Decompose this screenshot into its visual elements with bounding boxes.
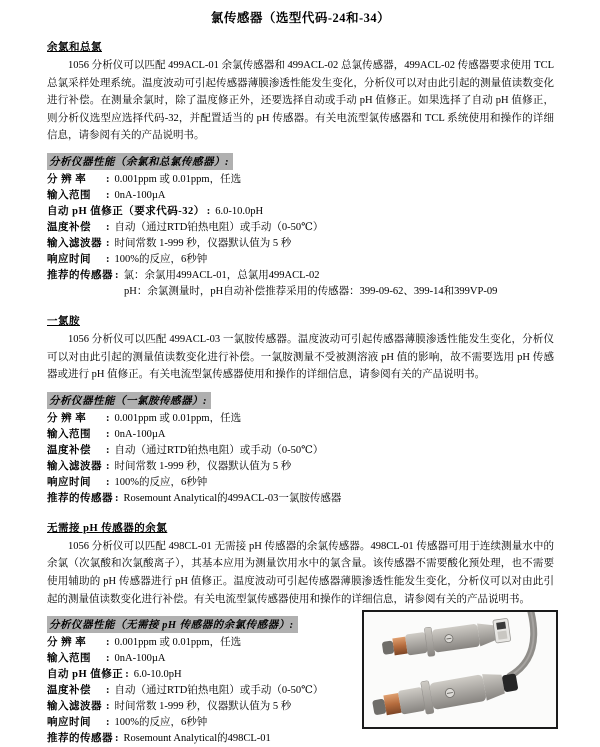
spec-row-response-time: [47, 475, 554, 491]
performance-header: 分析仪器性能（无需接 pH 传感器的余氯传感器）:: [47, 616, 298, 633]
section-paragraph: 1056 分析仪可以匹配 499ACL-03 一氯胺传感器。温度波动可引起传感器薄膜渗透性能发生变化，分析仪可以对由此引起的测量值读数变化进行补偿。一氯胺测量不受被测溶液 pH 值的影响，故不需要选用 pH 传感器或进行 pH 值修正。有关电流型氯传感器使用和操作的详细信息，请参阅有关的产品说明书。: [47, 333, 554, 381]
spec-colon: :: [106, 653, 110, 665]
section-paragraph: 1056 分析仪可以匹配 499ACL-01 余氯传感器和 499ACL-02 总氯传感器，499ACL-02 传感器要求使用 TCL 总氯采样处理系统。温度波动可引起传感器薄膜渗透性能发生变化，分析仪可以对由此引起的测量值读数变化进行补偿。在测量余氯时，除了温度修正外，还要选择自动或手动 pH 值修正。如果选择了自动 pH 值修正，则分析仪选型应选择代码-32，并配置适当的 pH 传感器。有关电流型氯传感器和 TCL 系统使用和操作的详细信息，请参阅有关的产品说明书。: [47, 60, 554, 142]
spec-label: 温度补偿: [47, 685, 91, 697]
spec-label: 温度补偿: [47, 221, 91, 233]
spec-row-recommended-sensors: [47, 268, 554, 284]
spec-label: 自动 pH 值修正（要求代码-32）: [47, 205, 205, 217]
spec-row-input-filter: [47, 236, 554, 252]
spec-colon: :: [106, 637, 110, 649]
spec-list: [47, 411, 554, 507]
spec-colon: :: [115, 733, 119, 745]
spec-value: Rosemount Analytical的498CL-01: [123, 733, 271, 745]
spec-label: 自动 pH 值修正: [47, 669, 124, 681]
spec-row-input-filter: [47, 459, 554, 475]
performance-header: 分析仪器性能（余氯和总氯传感器）:: [47, 153, 233, 170]
chlorine-sensor-illustration: [364, 612, 556, 727]
spec-colon: :: [106, 701, 110, 713]
spec-label: 输入滤波器: [47, 237, 102, 249]
page-title: 氯传感器（选型代码-24和-34）: [210, 11, 391, 25]
spec-value: 100%的反应，6秒钟: [114, 253, 208, 265]
spec-label: 输入范围: [47, 189, 91, 201]
spec-colon: :: [115, 492, 119, 504]
spec-value: 时间常数 1-999 秒，仪器默认值为 5 秒: [114, 701, 292, 713]
spec-colon: :: [106, 253, 110, 265]
section-monochloramine: [47, 313, 554, 507]
spec-colon: :: [106, 189, 110, 201]
spec-value: 氯：余氯用499ACL-01，总氯用499ACL-02: [123, 269, 320, 281]
spec-value: 0nA-100µA: [114, 189, 166, 201]
spec-row-recommended-sensors-ph: [47, 284, 554, 300]
spec-colon: :: [106, 173, 110, 185]
spec-value: 自动（通过RTD铂热电阻）或手动（0-50℃）: [114, 444, 324, 456]
spec-label: 输入滤波器: [47, 460, 102, 472]
spec-colon: :: [106, 444, 110, 456]
spec-row-temp-compensation: [47, 443, 554, 459]
spec-label: 分 辨 率: [47, 637, 87, 649]
spec-value: 0nA-100µA: [114, 428, 166, 440]
spec-value: 100%的反应，6秒钟: [114, 717, 208, 729]
spec-row-response-time: [47, 252, 554, 268]
spec-row-resolution: [47, 411, 554, 427]
spec-colon: :: [125, 669, 129, 681]
spec-value: 时间常数 1-999 秒，仪器默认值为 5 秒: [114, 460, 292, 472]
spec-colon: :: [106, 221, 110, 233]
spec-colon: :: [106, 717, 110, 729]
spec-colon: :: [115, 269, 119, 281]
spec-value: 时间常数 1-999 秒，仪器默认值为 5 秒: [114, 237, 292, 249]
section-heading: 余氯和总氯: [47, 42, 102, 53]
spec-colon: :: [106, 685, 110, 697]
spec-label: 输入范围: [47, 653, 91, 665]
spec-colon: :: [206, 205, 211, 217]
spec-label: 分 辨 率: [47, 173, 87, 185]
spec-value: 0.001ppm 或 0.01ppm，任选: [114, 173, 242, 185]
section-paragraph: 1056 分析仪可以匹配 498CL-01 无需接 pH 传感器的余氯传感器。498CL-01 传感器可用于连续测量水中的余氯（次氯酸和次氯酸离子），其基本应用为测量饮用水中的氯含量。该传感器不需要酸化预处理，也不需要使用辅助的 pH 传感器进行 pH 值修正。温度波动可引起传感器薄膜渗透性能发生变化，分析仪可以对由此引起的测量值读数变化进行补偿。有关电流型氯传感器使用和操作的详细信息，请参阅有关的产品说明书。: [47, 540, 554, 605]
section-free-and-total-chlorine: [47, 39, 554, 300]
spec-row-recommended-sensors: [47, 731, 554, 747]
spec-value: 0.001ppm 或 0.01ppm，任选: [114, 637, 242, 649]
spec-value: 6.0-10.0pH: [133, 669, 182, 681]
spec-value: pH：余氯测量时，pH自动补偿推荐采用的传感器：399-09-62、399-14和399VP-09: [124, 285, 498, 297]
spec-label: 温度补偿: [47, 444, 91, 456]
spec-row-temp-compensation: [47, 220, 554, 236]
spec-label: 推荐的传感器: [47, 733, 113, 745]
spec-label: 推荐的传感器: [47, 492, 113, 504]
spec-colon: :: [106, 428, 110, 440]
spec-colon: :: [106, 412, 110, 424]
spec-value: 自动（通过RTD铂热电阻）或手动（0-50℃）: [114, 221, 324, 233]
spec-value: 自动（通过RTD铂热电阻）或手动（0-50℃）: [114, 685, 324, 697]
performance-header: 分析仪器性能（一氯胺传感器）:: [47, 392, 211, 409]
spec-value: 0.001ppm 或 0.01ppm，任选: [114, 412, 242, 424]
spec-value: 0nA-100µA: [114, 653, 166, 665]
spec-label: 分 辨 率: [47, 412, 87, 424]
sensor-photo: [362, 610, 558, 729]
spec-row-input-range: [47, 188, 554, 204]
section-heading: 无需接 pH 传感器的余氯: [47, 522, 168, 534]
spec-colon: :: [106, 476, 110, 488]
spec-value: 6.0-10.0pH: [215, 205, 264, 217]
section-heading: 一氯胺: [47, 315, 80, 327]
spec-label: 响应时间: [47, 253, 91, 265]
spec-label: 推荐的传感器: [47, 269, 113, 281]
spec-row-recommended-sensors: [47, 491, 554, 507]
spec-label: 响应时间: [47, 476, 91, 488]
spec-colon: :: [106, 460, 110, 472]
spec-label: 响应时间: [47, 717, 91, 729]
spec-value: Rosemount Analytical的499ACL-03一氯胺传感器: [123, 492, 342, 504]
spec-value: 100%的反应，6秒钟: [114, 476, 208, 488]
spec-label: 输入滤波器: [47, 701, 102, 713]
spec-row-resolution: [47, 172, 554, 188]
spec-row-input-range: [47, 427, 554, 443]
spec-label: 输入范围: [47, 428, 91, 440]
spec-list: [47, 172, 554, 300]
spec-row-auto-ph-correction: [47, 204, 554, 220]
spec-colon: :: [106, 237, 110, 249]
